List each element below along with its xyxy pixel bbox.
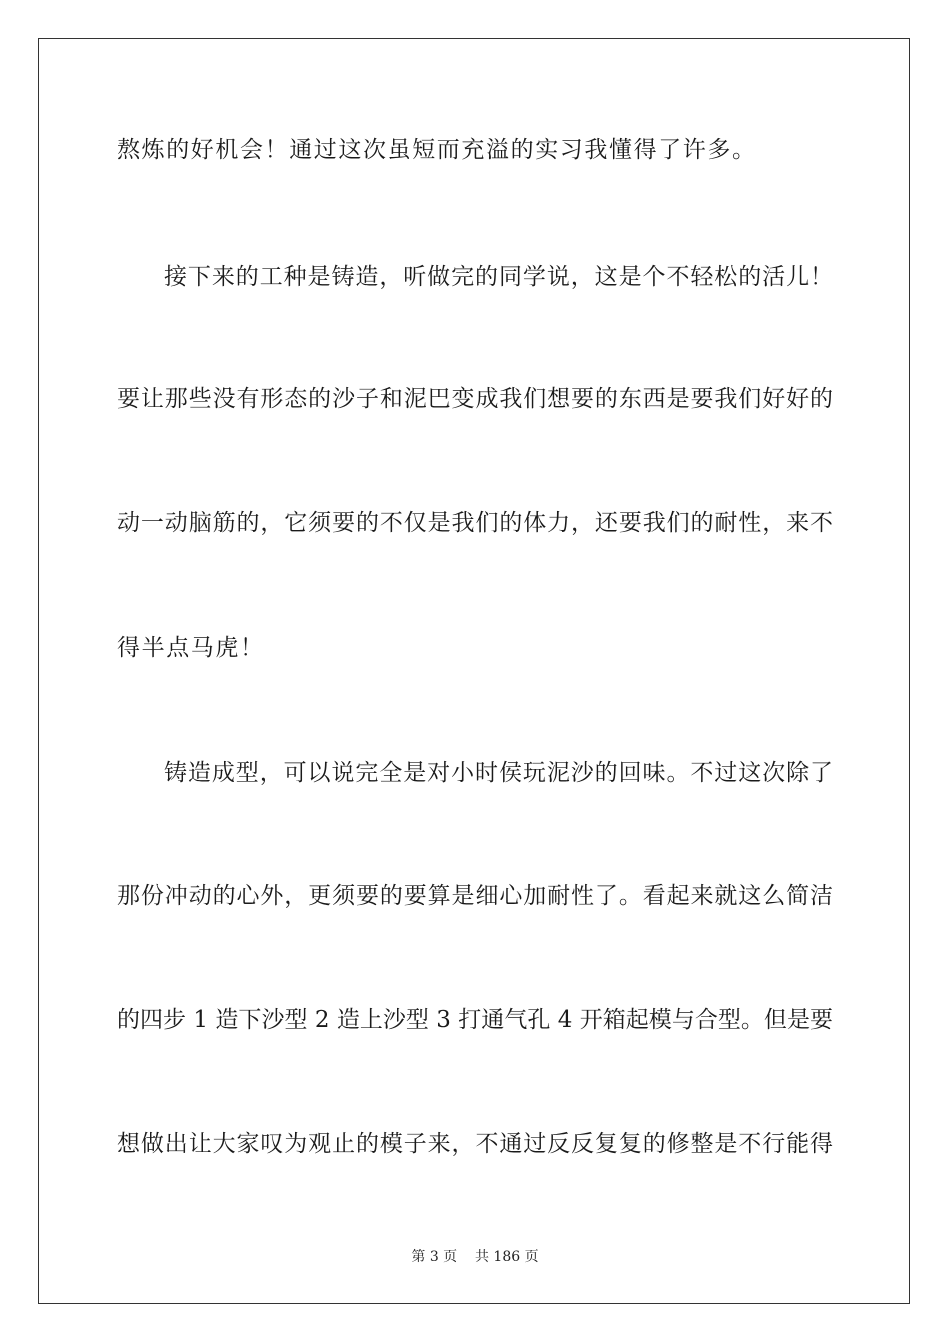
- page-border: [38, 38, 910, 1304]
- paragraph-line: 铸造成型，可以说完全是对小时侯玩泥沙的回味。不过这次除了: [164, 760, 833, 786]
- paragraph-line: 要让那些没有形态的沙子和泥巴变成我们想要的东西是要我们好好的: [117, 386, 833, 412]
- page-number-footer: 第 3 页 共 186 页: [411, 1249, 539, 1265]
- paragraph-line: 那份冲动的心外，更须要的要算是细心加耐性了。看起来就这么简洁: [117, 883, 833, 909]
- paragraph-line: 接下来的工种是铸造，听做完的同学说，这是个不轻松的活儿！: [164, 264, 833, 290]
- paragraph-line: 熬炼的好机会！通过这次虽短而充溢的实习我懂得了许多。: [117, 137, 757, 163]
- paragraph-line: 想做出让大家叹为观止的模子来，不通过反反复复的修整是不行能得: [117, 1131, 833, 1157]
- paragraph-line: 的四步 1 造下沙型 2 造上沙型 3 打通气孔 4 开箱起模与合型。但是要: [117, 1007, 833, 1033]
- paragraph-line: 动一动脑筋的，它须要的不仅是我们的体力，还要我们的耐性，来不: [117, 510, 833, 536]
- paragraph-line: 得半点马虎！: [117, 635, 265, 661]
